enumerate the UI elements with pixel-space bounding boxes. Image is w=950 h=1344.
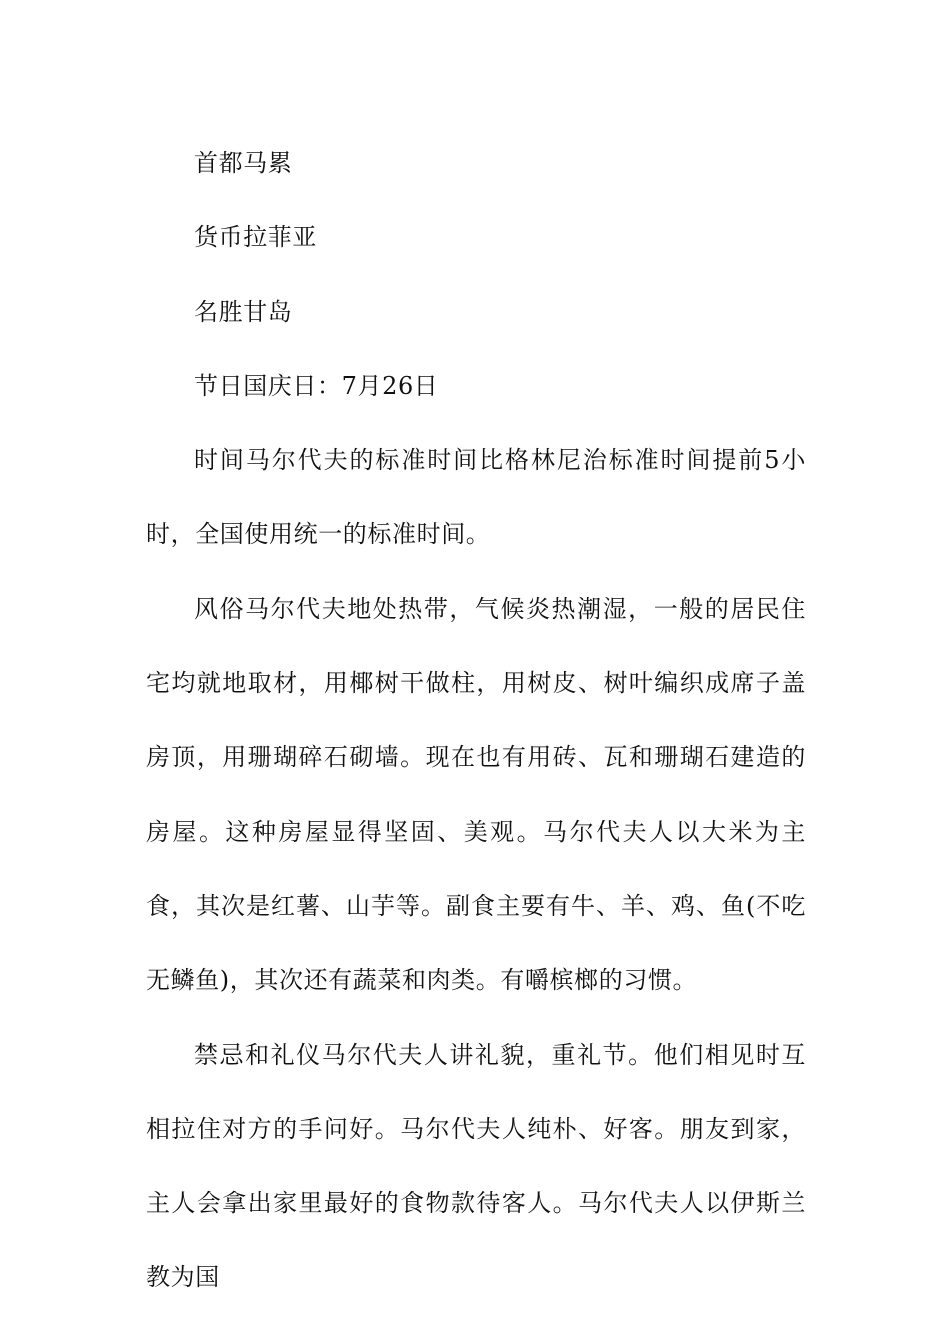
paragraph-etiquette: 禁忌和礼仪马尔代夫人讲礼貌，重礼节。他们相见时互相拉住对方的手问好。马尔代夫人纯朴、好客。朋友到家，主人会拿出家里最好的食物款待客人。马尔代夫人以伊斯兰教为国 [146,1040,806,1292]
paragraph-holiday: 节日国庆日：7月26日 [194,371,439,400]
document-body [146,126,806,1315]
paragraph-attraction: 名胜甘岛 [194,297,293,326]
paragraph-capital: 首都马累 [194,149,293,177]
paragraph-currency: 货币拉菲亚 [194,223,317,252]
paragraph-time: 时间马尔代夫的标准时间比格林尼治标准时间提前5小时，全国使用统一的标准时间。 [146,446,806,549]
paragraph-customs: 风俗马尔代夫地处热带，气候炎热潮湿，一般的居民住宅均就地取材，用椰树干做柱，用树皮、树叶编织成席子盖房顶，用珊瑚碎石砌墙。现在也有用砖、瓦和珊瑚石建造的房屋。这种房屋显得坚固、美观。马尔代夫人以大米为主食，其次是红薯、山芋等。副食主要有牛、羊、鸡、鱼(不吃无鳞鱼)，其次还有蔬菜和肉类。有嚼槟榔的习惯。 [146,594,806,995]
